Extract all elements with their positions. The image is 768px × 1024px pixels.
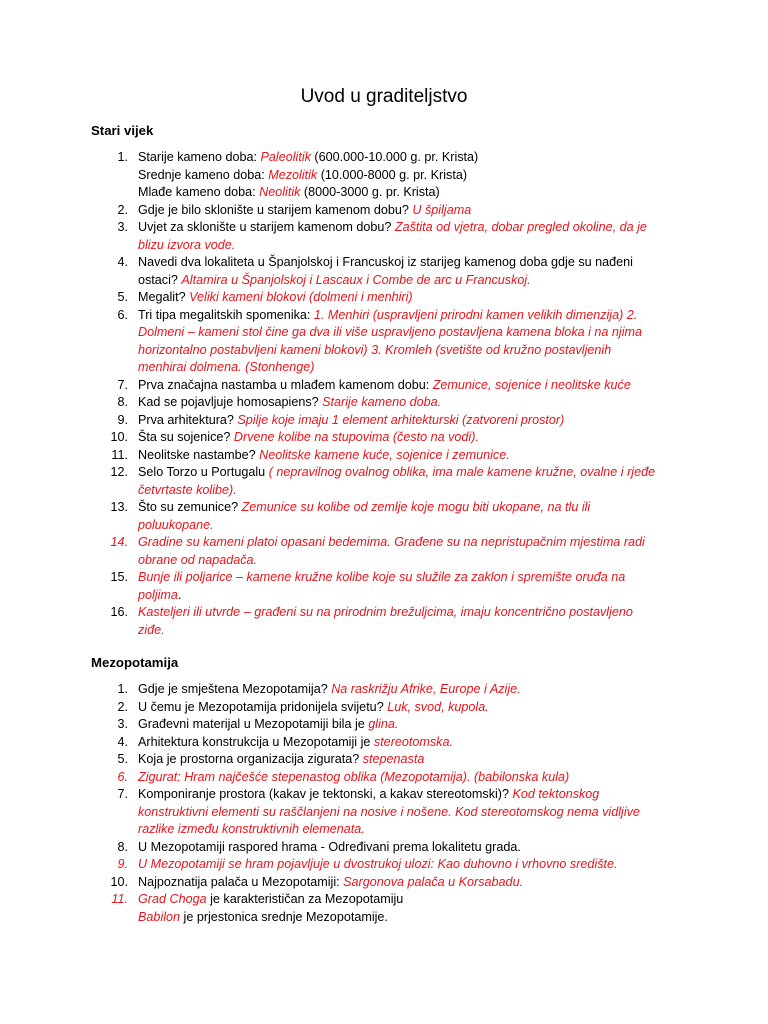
item-line — [138, 786, 681, 804]
item-number: 10. — [110, 874, 128, 889]
item-number: 6. — [117, 307, 128, 322]
item-line — [138, 552, 681, 570]
answer-text: Zaštita od vjetra, dobar pregled okoline, da je — [394, 220, 647, 234]
item-line — [138, 149, 681, 167]
question-text: Šta su sojenice? — [138, 430, 234, 444]
list-item — [91, 149, 681, 202]
item-number: 2. — [117, 202, 128, 217]
item-line — [138, 324, 681, 342]
question-text: je prjestonica srednje Mezopotamije. — [180, 909, 388, 924]
item-number: 14. — [110, 535, 128, 549]
answer-text: Zigurat: Hram najčešće stepenastog oblika (Mezopotamija). (babilonska kula) — [138, 769, 570, 784]
item-line — [138, 272, 681, 290]
item-line — [138, 569, 681, 587]
item-number: 15. — [110, 570, 128, 584]
item-number: 6. — [117, 769, 128, 784]
item-number: 10. — [110, 430, 128, 444]
item-number: 16. — [110, 605, 128, 619]
question-text: Koja je prostorna organizacija zigurata? — [138, 752, 363, 766]
answer-text: Neolitik — [259, 185, 301, 199]
list-item — [91, 716, 681, 734]
answer-text: Veliki kameni blokovi (dolmeni i menhiri) — [189, 290, 413, 304]
item-line — [138, 447, 681, 465]
question-text: Arhitektura konstrukcija u Mezopotamiji je — [138, 734, 374, 749]
item-number: 1. — [117, 150, 128, 164]
answer-text: Mezolitik — [268, 167, 318, 182]
section-heading-stari-vijek: Stari vijek — [91, 123, 154, 138]
item-number: 5. — [117, 290, 128, 304]
answer-text: blizu izvora vode. — [138, 237, 236, 252]
item-line — [138, 534, 681, 552]
list-item — [91, 202, 681, 220]
question-text: Navedi dva lokaliteta u Španjolskoj i Francuskoj iz starijeg kamenog doba gdje su nađeni — [138, 255, 633, 269]
answer-text: ziđe. — [138, 622, 165, 637]
item-line — [138, 622, 681, 640]
item-line — [138, 202, 681, 220]
answer-text: Spilje koje imaju 1 element arhitekturski (zatvoreni prostor) — [237, 412, 565, 427]
list-item — [91, 769, 681, 787]
question-text: (10.000-8000 g. pr. Krista) — [317, 167, 468, 182]
item-line — [138, 716, 681, 734]
answer-text: Drvene kolibe na stupovima (često na vodi). — [233, 430, 479, 444]
item-number: 11. — [111, 447, 128, 462]
item-line — [138, 184, 681, 202]
list-item — [91, 604, 681, 639]
item-line — [138, 219, 681, 237]
list-item — [91, 499, 681, 534]
question-text: Građevni materijal u Mezopotamiji bila je — [138, 717, 369, 731]
answer-text: razlike između konstruktivnih elemenata. — [138, 822, 365, 836]
question-text: U čemu je Mezopotamija pridonijela svijetu? — [138, 699, 388, 714]
list-item — [91, 412, 681, 430]
item-line — [138, 289, 681, 307]
answer-text: Neolitske kamene kuće, sojenice i zemunice. — [259, 447, 510, 462]
item-number: 3. — [117, 220, 128, 234]
item-line — [138, 377, 681, 395]
item-line — [138, 839, 681, 857]
item-line — [138, 604, 681, 622]
answer-text: ( nepravilnog ovalnog oblika, ima male kamene kružne, ovalne i rjeđe — [268, 465, 656, 479]
question-text: Tri tipa megalitskih spomenika: — [138, 307, 314, 322]
item-number: 2. — [117, 699, 128, 714]
question-text: Uvjet za sklonište u starijem kamenom dobu? — [138, 220, 395, 234]
item-number: 8. — [117, 395, 128, 409]
question-text: Megalit? — [138, 290, 190, 304]
question-text: Gdje je bilo sklonište u starijem kamenom dobu? — [138, 202, 413, 217]
item-number: 8. — [117, 839, 128, 854]
answer-text: Altamira u Španjolskoj i Lascaux i Combe de arc u Francuskoj. — [181, 272, 531, 287]
answer-text: obrane od napadača. — [138, 552, 258, 567]
list-item — [91, 219, 681, 254]
item-number: 4. — [117, 255, 128, 269]
answer-text: Gradine su kameni platoi opasani bedemima. Građene su na nepristupačnim mjestima radi — [138, 535, 645, 549]
list-item — [91, 429, 681, 447]
item-line — [138, 734, 681, 752]
list-item — [91, 699, 681, 717]
list-item — [91, 569, 681, 604]
item-line — [138, 482, 681, 500]
item-line — [138, 874, 681, 892]
item-number: 4. — [117, 734, 128, 749]
list-item — [91, 856, 681, 874]
list-item — [91, 786, 681, 839]
answer-text: stepenasta — [362, 752, 425, 766]
item-line — [138, 751, 681, 769]
answer-text: četvrtaste kolibe). — [138, 482, 237, 497]
list-item — [91, 751, 681, 769]
item-line — [138, 167, 681, 185]
item-line — [138, 856, 681, 874]
list-item — [91, 377, 681, 395]
question-list-stari-vijek — [91, 149, 681, 639]
answer-text: Na raskrižju Afrike, Europe i Azije. — [331, 682, 521, 696]
item-line — [138, 342, 681, 360]
document-title: Uvod u graditeljstvo — [300, 86, 468, 107]
item-number: 11. — [111, 892, 128, 906]
list-item — [91, 839, 681, 857]
item-line — [138, 769, 681, 787]
list-item — [91, 254, 681, 289]
list-item — [91, 734, 681, 752]
list-item — [91, 289, 681, 307]
answer-text: poluukopane. — [138, 517, 214, 532]
item-number: 3. — [117, 717, 128, 731]
question-text: Starije kameno doba: — [138, 150, 261, 164]
question-text: Mlađe kameno doba: — [138, 185, 260, 199]
item-line — [138, 699, 681, 717]
question-text: Komponiranje prostora (kakav je tektonski, a kakav stereotomski)? — [138, 787, 513, 801]
question-text: Gdje je smještena Mezopotamija? — [138, 682, 332, 696]
item-number: 9. — [117, 857, 128, 871]
answer-text: U špiljama — [412, 202, 472, 217]
item-number: 7. — [117, 377, 128, 392]
item-line — [138, 394, 681, 412]
answer-text: konstruktivni elementi su raščlanjeni na nosive i nošene. Kod stereotomskog nema vidljive — [138, 804, 640, 819]
answer-text: Luk, svod, kupola. — [387, 699, 489, 714]
item-line — [138, 429, 681, 447]
answer-text: Kod tektonskog — [512, 787, 600, 801]
answer-text: poljima — [138, 587, 178, 602]
list-item — [91, 534, 681, 569]
question-text: Selo Torzo u Portugalu — [138, 465, 269, 479]
answer-text: Dolmeni – kameni stol čine ga dva ili više uspravljeno postavljena kamena bloka i na njima — [138, 325, 643, 339]
question-text: (600.000-10.000 g. pr. Krista) — [310, 150, 479, 164]
list-item — [91, 874, 681, 892]
item-line — [138, 587, 681, 605]
answer-text: Starije kameno doba. — [322, 395, 442, 409]
question-text: . — [177, 587, 182, 602]
list-item — [91, 891, 681, 926]
question-text: je karakterističan za Mezopotamiju — [206, 892, 404, 906]
answer-text: Grad Choga — [138, 892, 207, 906]
question-text: Prva značajna nastamba u mlađem kamenom dobu: — [138, 377, 433, 392]
item-line — [138, 909, 681, 927]
answer-text: U Mezopotamiji se hram pojavljuje u dvostrukoj ulozi: Kao duhovno i vrhovno središte. — [138, 857, 618, 871]
list-item — [91, 447, 681, 465]
item-line — [138, 891, 681, 909]
item-line — [138, 307, 681, 325]
item-line — [138, 804, 681, 822]
answer-text: menhirai dolmena. (Stonhenge) — [138, 360, 315, 374]
answer-text: Zemunice su kolibe od zemlje koje mogu biti ukopane, na tlu ili — [241, 500, 591, 514]
answer-text: Zemunice, sojenice i neolitske kuće — [432, 377, 631, 392]
answer-text: Bunje ili poljarice – kamene kružne kolibe koje su služile za zaklon i spremište oruđa na — [138, 570, 626, 584]
item-number: 12. — [110, 465, 128, 479]
answer-text: Paleolitik — [260, 150, 311, 164]
question-text: Kad se pojavljuje homosapiens? — [138, 395, 323, 409]
item-line — [138, 254, 681, 272]
item-number: 1. — [117, 682, 128, 696]
list-item — [91, 307, 681, 377]
item-line — [138, 464, 681, 482]
answer-text: horizontalno postabvljeni kameni blokovi) 3. Kromleh (svetište od kružno postavljenih — [138, 342, 612, 357]
question-text: Najpoznatija palača u Mezopotamiji: — [138, 874, 344, 889]
item-number: 13. — [110, 500, 128, 514]
question-text: U Mezopotamiji raspored hrama - Određivani prema lokalitetu grada. — [138, 839, 521, 854]
answer-text: Kasteljeri ili utvrde – građeni su na prirodnim brežuljcima, imaju koncentrično postavljeno — [138, 605, 633, 619]
item-line — [138, 821, 681, 839]
answer-text: glina. — [368, 717, 399, 731]
question-list-mezopotamija — [91, 681, 681, 926]
answer-text: 1. Menhiri (uspravljeni prirodni kamen velikih dimenzija) 2. — [313, 307, 638, 322]
question-text: Neolitske nastambe? — [138, 447, 260, 462]
list-item — [91, 394, 681, 412]
question-text: Srednje kameno doba: — [138, 167, 269, 182]
answer-text: stereotomska. — [373, 734, 453, 749]
list-item — [91, 681, 681, 699]
answer-text: Sargonova palača u Korsabadu. — [343, 874, 524, 889]
section-heading-mezopotamija: Mezopotamija — [91, 655, 179, 670]
item-number: 5. — [117, 752, 128, 766]
item-line — [138, 499, 681, 517]
answer-text: Babilon — [138, 909, 181, 924]
question-text: (8000-3000 g. pr. Krista) — [300, 185, 440, 199]
question-text: Što su zemunice? — [138, 500, 242, 514]
item-line — [138, 517, 681, 535]
question-text: ostaci? — [138, 272, 182, 287]
item-number: 7. — [117, 787, 128, 801]
item-line — [138, 237, 681, 255]
list-item — [91, 464, 681, 499]
item-line — [138, 681, 681, 699]
item-line — [138, 359, 681, 377]
question-text: Prva arhitektura? — [138, 412, 238, 427]
item-number: 9. — [117, 412, 128, 427]
item-line — [138, 412, 681, 430]
